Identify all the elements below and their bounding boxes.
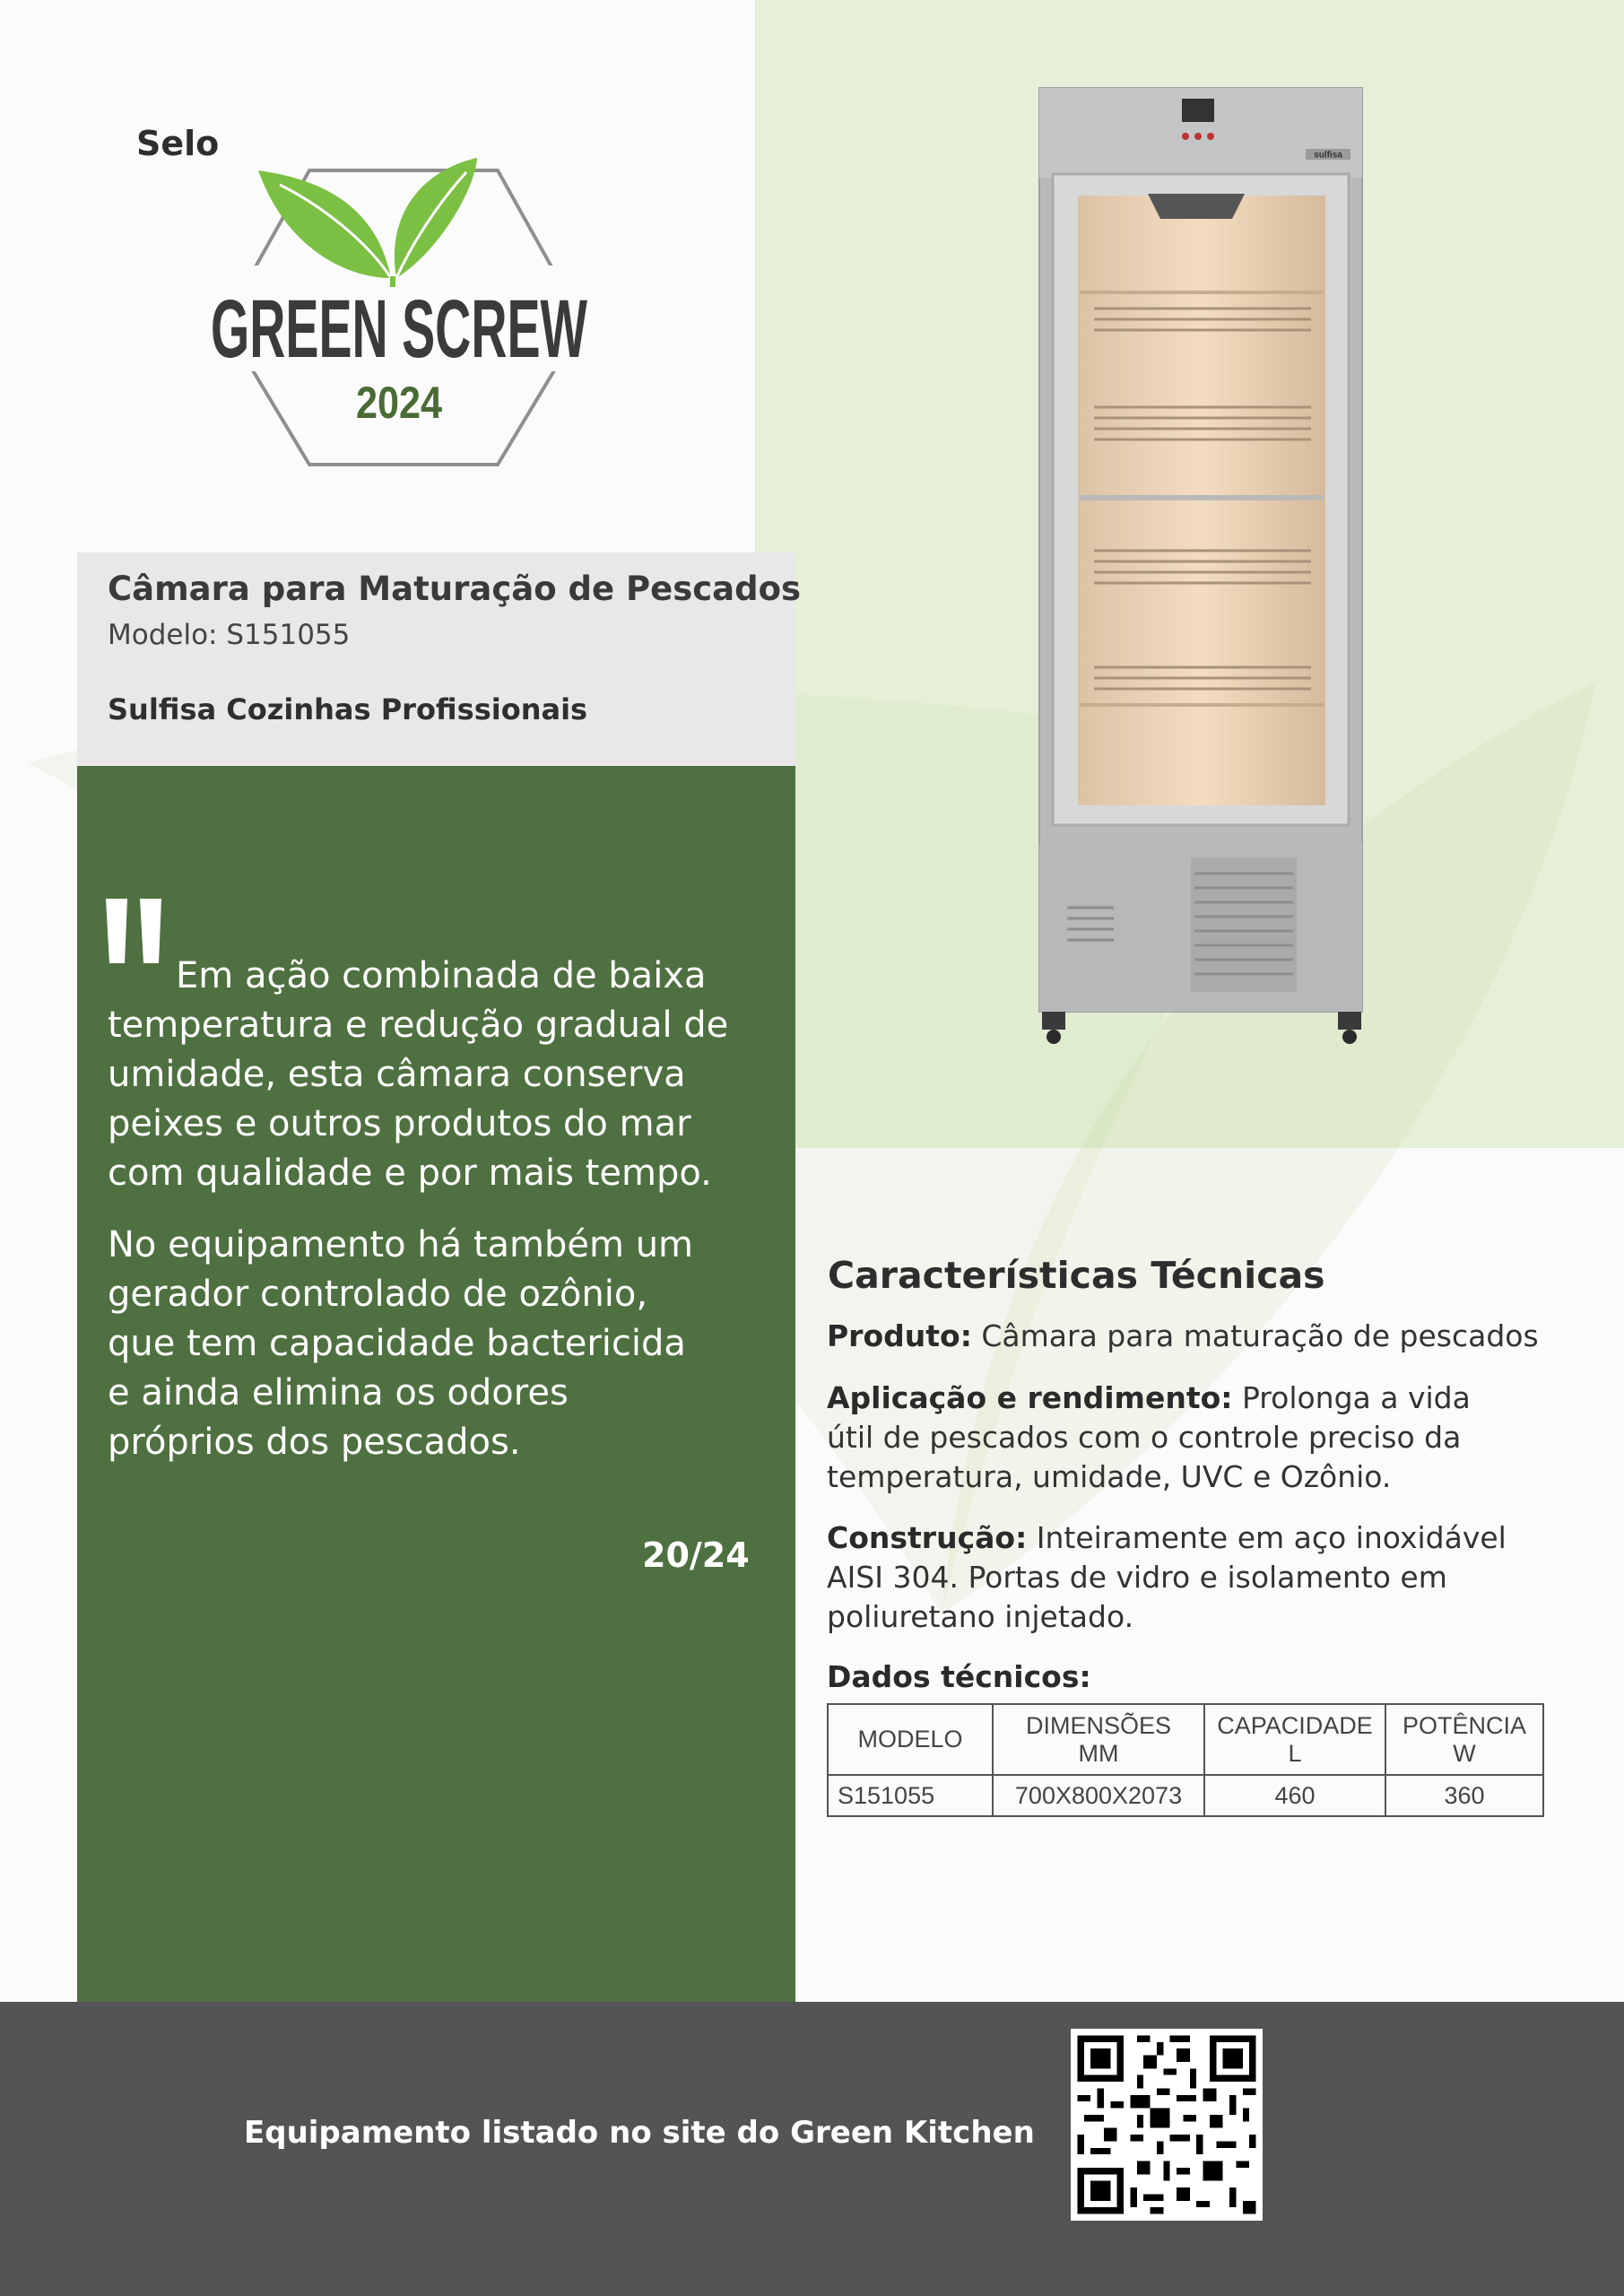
table-header-dimensions: DIMENSÕES MM: [993, 1704, 1204, 1775]
spec-product-value: Câmara para maturação de pescados: [981, 1318, 1539, 1353]
qr-code[interactable]: [1071, 2029, 1263, 2221]
table-cell-model: S151055: [828, 1775, 993, 1816]
product-model: Modelo: S151055: [108, 619, 351, 651]
table-header-row: [828, 1704, 1543, 1775]
tech-data-title: Dados técnicos:: [827, 1659, 1091, 1694]
quote-first-line: Em ação combinada de baixa: [176, 955, 707, 996]
spec-application-label: Aplicação e rendimento:: [827, 1380, 1233, 1415]
page-number: 20/24: [642, 1535, 750, 1575]
specs-title: Características Técnicas: [828, 1254, 1325, 1297]
table-row: [828, 1775, 1543, 1816]
table-header-capacity: CAPACIDADE L: [1204, 1704, 1385, 1775]
maturation-chamber-image: [1031, 84, 1372, 1053]
footer-text: Equipamento listado no site do Green Kitchen: [244, 2115, 1035, 2151]
spec-application-value: Prolonga a vida útil de pescados com o controle preciso da temperatura, umidade, UVC e Ozônio.: [827, 1380, 1471, 1494]
spec-construction-value: Inteiramente em aço inoxidável AISI 304. Portas de vidro e isolamento em poliuretano injetado.: [827, 1520, 1507, 1634]
table-header-power: POTÊNCIA W: [1385, 1704, 1543, 1775]
quote-paragraph-1: temperatura e redução gradual de umidade, esta câmara conserva peixes e outros produtos do mar com qualidade e por mais tempo.: [108, 1004, 729, 1194]
spec-product: [827, 1317, 1544, 1356]
spec-construction: [827, 1518, 1544, 1637]
control-knob: [1182, 133, 1189, 140]
table-header-model: MODELO: [828, 1704, 993, 1775]
table-cell-power: 360: [1385, 1775, 1543, 1816]
green-screw-logo: [197, 152, 610, 475]
quote-paragraph-2: No equipamento há também um gerador controlado de ozônio, que tem capacidade bactericida e ainda elimina os odores próprios dos pescados.: [108, 1224, 694, 1463]
brand-plate: sulfisa: [1314, 150, 1342, 161]
logo-year: 2024: [356, 378, 443, 428]
spec-application: [827, 1378, 1544, 1497]
spec-construction-label: Construção:: [827, 1520, 1028, 1555]
table-cell-dimensions: 700X800X2073: [993, 1775, 1204, 1816]
quote-mark-icon: [104, 899, 165, 963]
logo-text: GREEN SCREW: [211, 283, 588, 375]
seal-label: Selo: [136, 124, 220, 163]
manufacturer-name: Sulfisa Cozinhas Profissionais: [108, 692, 588, 726]
product-title: Câmara para Maturação de Pescados: [108, 570, 802, 608]
table-cell-capacity: 460: [1204, 1775, 1385, 1816]
tech-data-table: [827, 1703, 1544, 1817]
spec-product-label: Produto:: [827, 1318, 972, 1353]
